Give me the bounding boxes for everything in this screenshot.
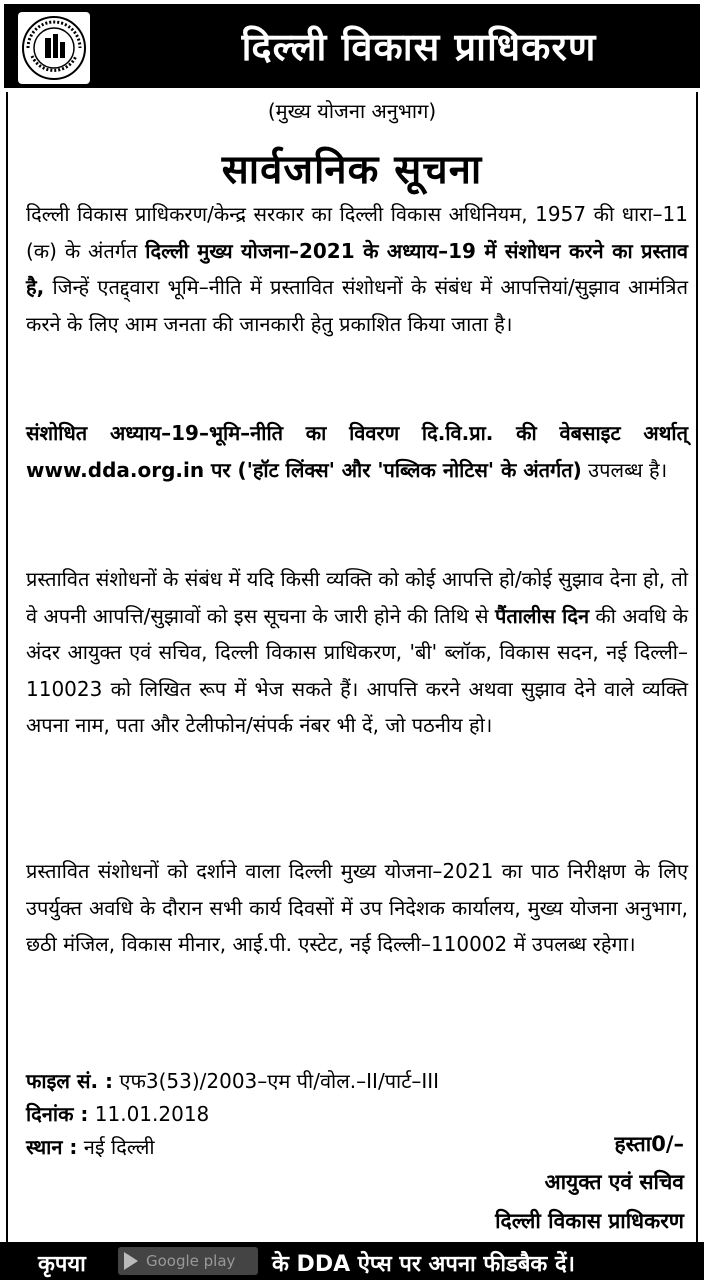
file-number: फाइल सं. : एफ3(53)/2003–एम पी/वोल.–II/पार्ट–III: [26, 1069, 440, 1093]
notice-title: सार्वजनिक सूचना: [221, 147, 483, 193]
footer-text-before: कृपया: [38, 1252, 86, 1277]
dda-logo: [18, 12, 90, 84]
feedback-footer: [0, 1242, 704, 1280]
signature-mark: हस्ता0/–: [614, 1132, 684, 1156]
dda-emblem-icon: [18, 12, 90, 84]
signatory-designation: आयुक्त एवं सचिव: [544, 1170, 684, 1194]
paragraph-amendment-proposal: दिल्ली विकास प्राधिकरण/केन्द्र सरकार का दिल्ली विकास अधिनियम, 1957 की धारा–11 (क) के अंतर्गत दिल्ली मुख्य योजना–2021 के अध्याय–19 में संशोधन करने का प्रस्ताव है, जिन्हें एतद्द्वारा भूमि–नीति में प्रस्तावित संशोधनों के संबंध में आपत्तियां/सुझाव आमंत्रित करने के लिए आम जनता की जानकारी हेतु प्रकाशित किया जाता है।: [26, 202, 688, 336]
organisation-title: दिल्ली विकास प्राधिकरण: [241, 25, 597, 69]
paragraph-website-details: संशोधित अध्याय–19–भूमि–नीति का विवरण दि.वि.प्रा. की वेबसाइट अर्थात् www.dda.org.in पर ('हॉट लिंक्स' और 'पब्लिक नोटिस' के अंतर्गत) उपलब्ध है।: [26, 421, 688, 482]
header-bar: [0, 0, 704, 92]
footer-text-after: के DDA ऐप्स पर अपना फीडबैक दें।: [272, 1252, 575, 1277]
paragraph-inspection: प्रस्तावित संशोधनों को दर्शाने वाला दिल्ली मुख्य योजना–2021 का पाठ निरीक्षण के लिए उपर्युक्त अवधि के दौरान सभी कार्य दिवसों में उप निदेशक कार्यालय, मुख्य योजना अनुभाग, छठी मंजिल, विकास मीनार, आई.पी. एस्टेट, नई दिल्ली–110002 में उपलब्ध रहेगा।: [26, 859, 688, 956]
section-subheading: (मुख्य योजना अनुभाग): [267, 99, 437, 123]
paragraph-objections: प्रस्तावित संशोधनों के संबंध में यदि किसी व्यक्ति को कोई आपत्ति हो/कोई सुझाव देना हो, तो वे अपनी आपत्ति/सुझावों को इस सूचना के जारी होने की तिथि से पैंतालीस दिन की अवधि के अंदर आयुक्त एवं सचिव, दिल्ली विकास प्राधिकरण, 'बी' ब्लॉक, विकास सदन, नई दिल्ली–110023 को लिखित रूप में भेज सकते हैं। आपत्ति करने अथवा सुझाव देने वाले व्यक्ति अपना नाम, पता और टेलीफोन/संपर्क नंबर भी दें, जो पठनीय हो।: [26, 567, 688, 737]
store-badge-label: Google play: [146, 1252, 236, 1270]
notice-place: स्थान : नई दिल्ली: [26, 1135, 155, 1159]
google-play-badge[interactable]: [118, 1247, 258, 1275]
notice-date: दिनांक : 11.01.2018: [26, 1102, 210, 1126]
play-icon: [124, 1252, 138, 1270]
signatory-organisation: दिल्ली विकास प्राधिकरण: [495, 1209, 684, 1233]
